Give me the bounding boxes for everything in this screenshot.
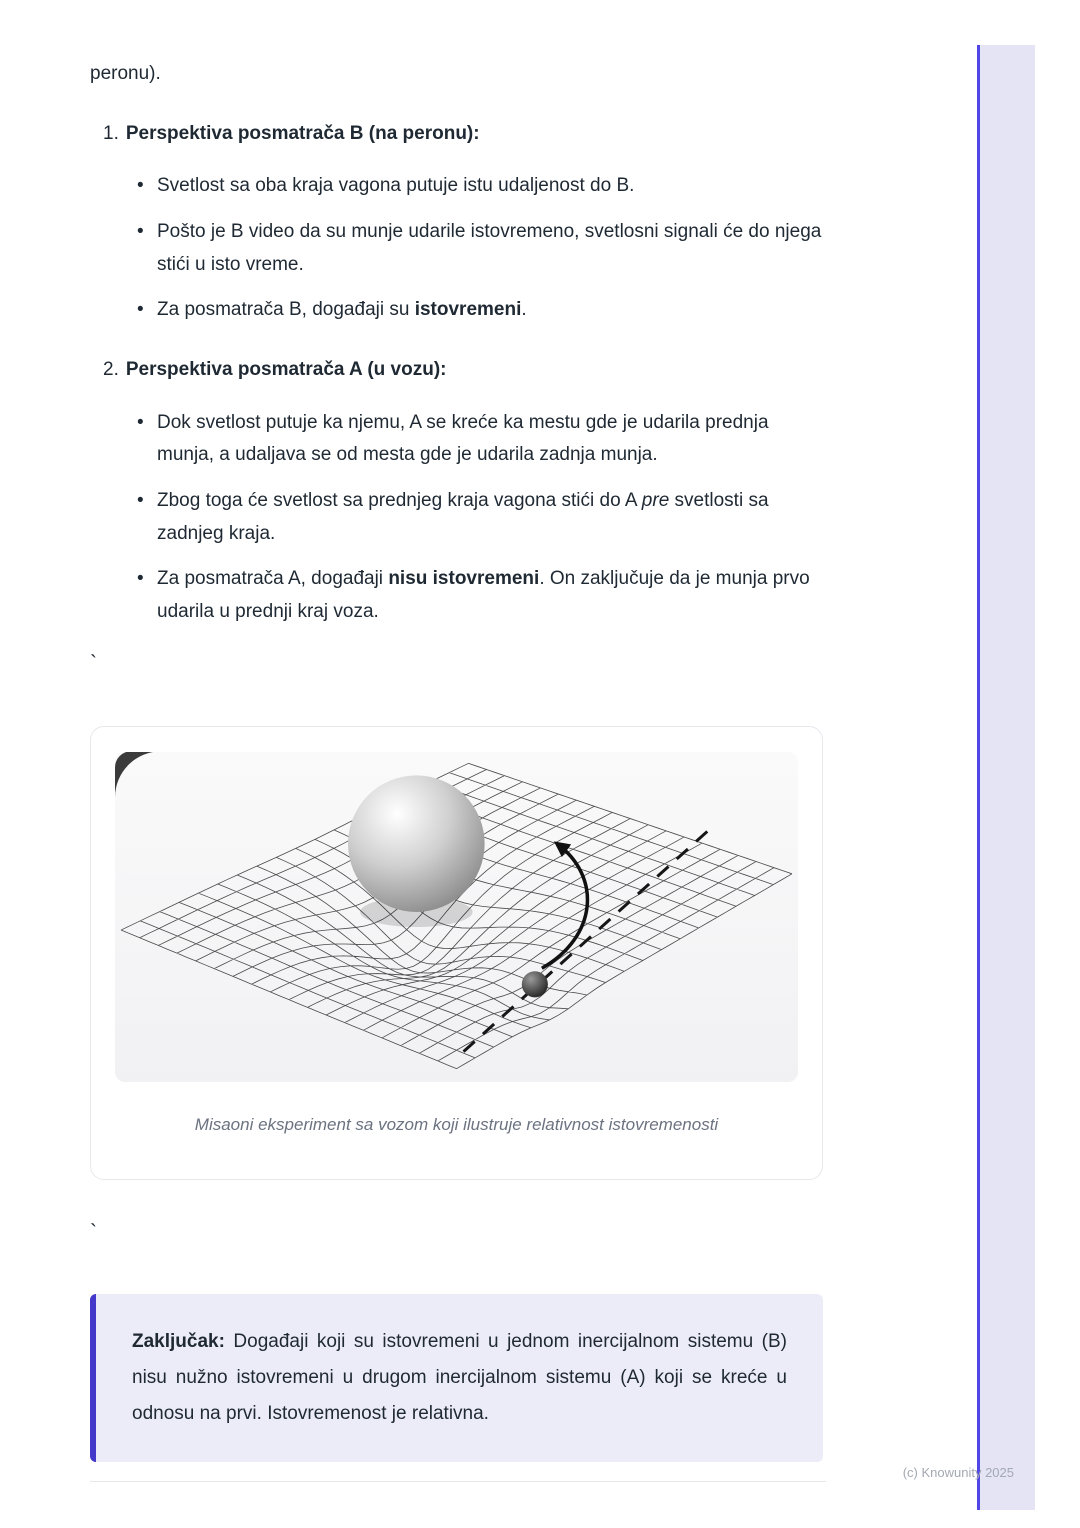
dashed-trajectory-line — [464, 827, 713, 1052]
bullet-list — [90, 170, 827, 327]
paragraph-fragment: peronu). — [90, 63, 161, 84]
section-title: Perspektiva posmatrača B (na peronu): — [125, 122, 480, 144]
footer-divider — [90, 1481, 826, 1482]
figure-caption: Misaoni eksperiment sa vozom koji ilustruje relativnost istovremenosti — [194, 1114, 719, 1134]
section-heading — [90, 118, 827, 151]
document-content — [90, 58, 827, 1462]
section-number: 1. — [103, 122, 119, 144]
section-perspective-b — [90, 118, 827, 327]
bullet-list — [90, 407, 827, 629]
spacetime-figure-image — [115, 752, 798, 1082]
bullet-text: svetlosti sa zadnjeg kraja. — [157, 490, 769, 544]
bullet-item — [135, 407, 827, 472]
callout-text: Događaji koji su istovremeni u jednom inercijalnom sistemu (B) nisu nužno istovremeni u drugom inercijalnom sistemu (A) koji se kreće u odnosu na prvi. Istovremenost je relativna. — [132, 1330, 787, 1424]
image-corner-artifact — [115, 752, 161, 797]
footer-credit: (c) Knowunity 2025 — [902, 1465, 1014, 1480]
section-title: Perspektiva posmatrača A (u vozu): — [125, 359, 447, 381]
bullet-text-bold: nisu istovremeni — [388, 568, 540, 590]
stray-backtick: ` — [90, 651, 97, 675]
stray-backtick: ` — [90, 1221, 97, 1245]
bullet-item — [135, 294, 827, 327]
callout-label: Zaključak: — [132, 1330, 225, 1352]
bullet-item — [135, 485, 827, 550]
bullet-text-italic: pre — [641, 490, 670, 512]
large-mass-sphere — [348, 775, 485, 912]
section-heading — [90, 354, 827, 387]
conclusion-callout — [90, 1294, 823, 1462]
bullet-text: . — [521, 299, 527, 321]
bullet-text: Pošto je B video da su munje udarile istovremeno, svetlosni signali će do njega stići u isto vreme. — [157, 221, 822, 275]
section-perspective-a — [90, 354, 827, 629]
bullet-item — [135, 563, 827, 628]
spacetime-curvature-illustration — [115, 752, 798, 1082]
bullet-text: Za posmatrača A, događaji — [157, 568, 389, 590]
bullet-text: . On zaključuje da je munja prvo udarila u prednji kraj voza. — [157, 568, 810, 623]
figure-foreground — [115, 752, 713, 1052]
bullet-text: Zbog toga će svetlost sa prednjeg kraja vagona stići do A — [157, 490, 642, 512]
bullet-item — [135, 170, 827, 203]
bullet-item — [135, 216, 827, 281]
right-side-strip — [977, 45, 1035, 1510]
section-number: 2. — [103, 359, 119, 381]
small-ball — [522, 971, 548, 997]
bullet-text: Svetlost sa oba kraja vagona putuje istu udaljenost do B. — [157, 175, 635, 197]
geodesic-arrow — [542, 844, 588, 969]
bullet-text: Dok svetlost putuje ka njemu, A se kreće ka mestu gde je udarila prednja munja, a udaljava se od mesta gde je udarila zadnja munja. — [157, 411, 769, 466]
bullet-text-bold: istovremeni — [414, 299, 522, 321]
figure-card — [90, 726, 823, 1181]
bullet-text: Za posmatrača B, događaji su — [157, 299, 415, 321]
